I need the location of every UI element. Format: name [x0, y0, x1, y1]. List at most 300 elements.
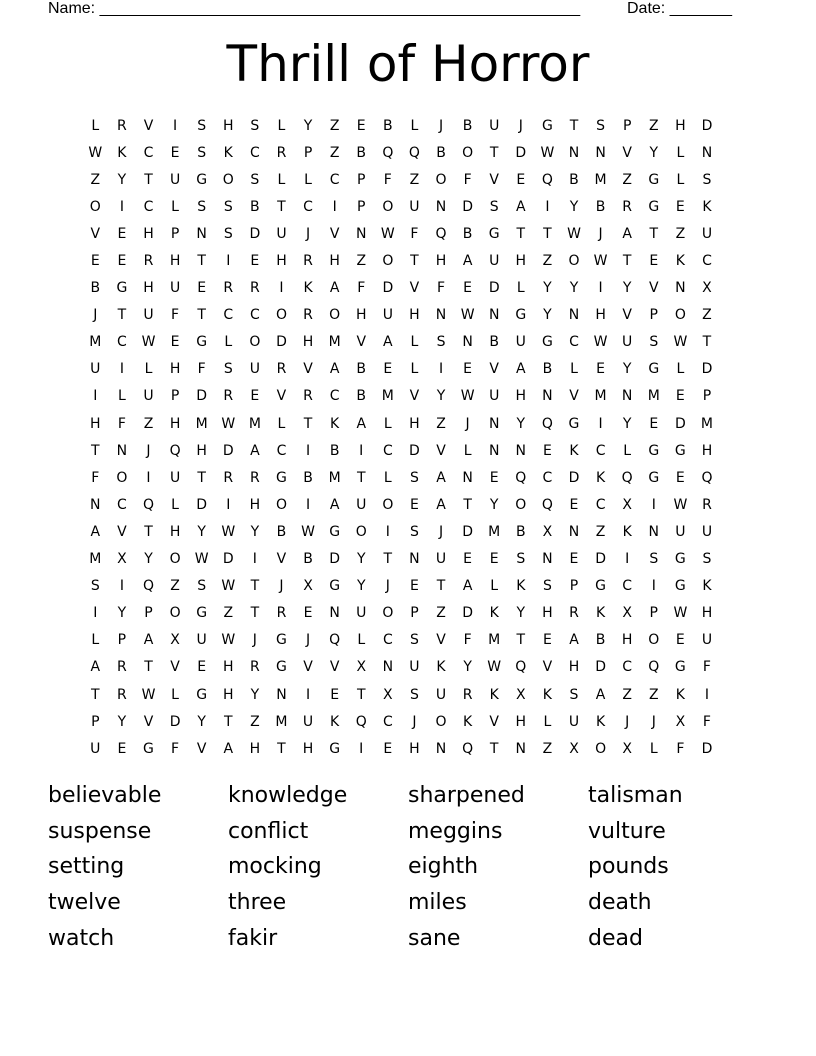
- grid-letter[interactable]: Z: [542, 740, 553, 757]
- grid-letter[interactable]: B: [303, 551, 313, 568]
- grid-letter[interactable]: D: [462, 605, 473, 622]
- grid-letter[interactable]: A: [143, 632, 154, 649]
- grid-letter[interactable]: G: [276, 632, 287, 649]
- grid-letter[interactable]: N: [90, 496, 101, 513]
- grid-letter[interactable]: I: [93, 388, 98, 405]
- grid-letter[interactable]: S: [702, 551, 712, 568]
- grid-letter[interactable]: V: [276, 388, 287, 405]
- grid-letter[interactable]: H: [515, 253, 527, 270]
- grid-letter[interactable]: F: [117, 415, 126, 432]
- grid-letter[interactable]: O: [382, 496, 394, 513]
- grid-letter[interactable]: U: [143, 388, 154, 405]
- grid-letter[interactable]: K: [702, 198, 712, 215]
- grid-letter[interactable]: H: [249, 740, 261, 757]
- grid-letter[interactable]: W: [540, 144, 555, 161]
- grid-letter[interactable]: T: [223, 713, 233, 730]
- grid-letter[interactable]: R: [249, 659, 260, 676]
- grid-letter[interactable]: G: [196, 171, 208, 188]
- grid-letter[interactable]: Y: [436, 388, 446, 405]
- grid-letter[interactable]: Q: [621, 469, 633, 486]
- grid-letter[interactable]: B: [595, 632, 606, 649]
- grid-letter[interactable]: O: [275, 307, 287, 324]
- grid-letter[interactable]: V: [170, 659, 180, 676]
- grid-letter[interactable]: S: [250, 171, 260, 188]
- grid-letter[interactable]: Z: [622, 171, 632, 188]
- grid-letter[interactable]: L: [516, 280, 525, 297]
- grid-letter[interactable]: J: [385, 578, 390, 595]
- grid-letter[interactable]: H: [435, 253, 447, 270]
- grid-letter[interactable]: C: [702, 253, 712, 270]
- grid-letter[interactable]: B: [276, 523, 287, 540]
- grid-letter[interactable]: V: [436, 442, 446, 459]
- grid-letter[interactable]: U: [169, 280, 181, 297]
- grid-letter[interactable]: H: [701, 442, 713, 459]
- grid-letter[interactable]: Y: [356, 551, 366, 568]
- grid-letter[interactable]: H: [169, 415, 181, 432]
- grid-letter[interactable]: Y: [622, 361, 632, 378]
- grid-letter[interactable]: C: [276, 442, 287, 459]
- grid-letter[interactable]: N: [621, 388, 633, 405]
- grid-letter[interactable]: U: [622, 334, 633, 351]
- grid-letter[interactable]: I: [226, 496, 231, 513]
- grid-letter[interactable]: Z: [595, 523, 606, 540]
- grid-letter[interactable]: Z: [170, 578, 180, 595]
- grid-letter[interactable]: G: [329, 740, 341, 757]
- grid-letter[interactable]: L: [91, 632, 100, 649]
- grid-letter[interactable]: E: [675, 469, 685, 486]
- grid-letter[interactable]: S: [702, 171, 712, 188]
- grid-letter[interactable]: Z: [356, 253, 367, 270]
- grid-letter[interactable]: V: [90, 225, 101, 242]
- grid-letter[interactable]: W: [221, 578, 236, 595]
- grid-letter[interactable]: Y: [622, 415, 632, 432]
- grid-letter[interactable]: D: [276, 334, 287, 351]
- grid-letter[interactable]: B: [383, 117, 393, 134]
- grid-letter[interactable]: L: [410, 361, 419, 378]
- grid-letter[interactable]: U: [701, 523, 713, 540]
- grid-letter[interactable]: Q: [435, 225, 447, 242]
- grid-letter[interactable]: T: [516, 225, 526, 242]
- grid-letter[interactable]: V: [436, 632, 446, 649]
- grid-letter[interactable]: O: [169, 551, 181, 568]
- grid-letter[interactable]: B: [462, 117, 473, 134]
- grid-letter[interactable]: C: [382, 442, 393, 459]
- grid-letter[interactable]: Y: [250, 686, 260, 703]
- grid-letter[interactable]: S: [409, 469, 419, 486]
- grid-letter[interactable]: N: [515, 442, 527, 459]
- grid-letter[interactable]: G: [648, 469, 660, 486]
- grid-letter[interactable]: U: [489, 388, 500, 405]
- grid-letter[interactable]: K: [569, 442, 579, 459]
- grid-letter[interactable]: H: [409, 740, 420, 757]
- grid-letter[interactable]: Z: [675, 225, 686, 242]
- grid-letter[interactable]: R: [223, 388, 234, 405]
- grid-letter[interactable]: Q: [648, 659, 660, 676]
- grid-letter[interactable]: M: [275, 713, 288, 730]
- grid-letter[interactable]: A: [223, 740, 234, 757]
- grid-letter[interactable]: P: [702, 388, 712, 405]
- grid-letter[interactable]: X: [516, 686, 526, 703]
- grid-letter[interactable]: I: [598, 415, 603, 432]
- grid-letter[interactable]: W: [88, 144, 103, 161]
- grid-letter[interactable]: P: [144, 605, 153, 622]
- grid-letter[interactable]: H: [701, 605, 713, 622]
- grid-letter[interactable]: V: [648, 280, 659, 297]
- grid-letter[interactable]: E: [250, 388, 260, 405]
- grid-letter[interactable]: T: [197, 253, 206, 270]
- grid-letter[interactable]: W: [221, 632, 236, 649]
- grid-letter[interactable]: F: [676, 740, 685, 757]
- grid-letter[interactable]: M: [594, 388, 607, 405]
- grid-letter[interactable]: I: [93, 605, 98, 622]
- grid-letter[interactable]: K: [463, 713, 473, 730]
- grid-letter[interactable]: T: [91, 442, 100, 459]
- grid-letter[interactable]: B: [595, 198, 606, 215]
- grid-letter[interactable]: Z: [223, 605, 234, 622]
- grid-letter[interactable]: G: [674, 551, 686, 568]
- grid-letter[interactable]: R: [276, 361, 287, 378]
- grid-letter[interactable]: G: [329, 523, 341, 540]
- grid-letter[interactable]: K: [622, 523, 632, 540]
- grid-letter[interactable]: I: [119, 361, 124, 378]
- grid-letter[interactable]: I: [173, 117, 178, 134]
- grid-letter[interactable]: E: [90, 253, 100, 270]
- grid-letter[interactable]: H: [276, 253, 287, 270]
- grid-letter[interactable]: L: [410, 117, 419, 134]
- grid-letter[interactable]: G: [595, 578, 606, 595]
- grid-letter[interactable]: H: [223, 117, 234, 134]
- grid-letter[interactable]: R: [462, 686, 473, 703]
- grid-letter[interactable]: I: [252, 551, 257, 568]
- grid-letter[interactable]: H: [355, 307, 367, 324]
- grid-letter[interactable]: G: [674, 578, 686, 595]
- grid-letter[interactable]: L: [171, 496, 179, 513]
- grid-letter[interactable]: G: [568, 415, 580, 432]
- grid-letter[interactable]: G: [648, 361, 660, 378]
- grid-letter[interactable]: Y: [463, 659, 472, 676]
- grid-letter[interactable]: W: [141, 686, 156, 703]
- grid-letter[interactable]: C: [117, 334, 127, 351]
- grid-letter[interactable]: B: [303, 469, 313, 486]
- grid-letter[interactable]: E: [569, 551, 579, 568]
- grid-letter[interactable]: L: [676, 144, 685, 161]
- grid-letter[interactable]: O: [435, 171, 447, 188]
- grid-letter[interactable]: K: [303, 280, 313, 297]
- grid-letter[interactable]: N: [488, 307, 500, 324]
- grid-letter[interactable]: X: [675, 713, 686, 730]
- grid-letter[interactable]: T: [197, 307, 206, 324]
- grid-letter[interactable]: X: [542, 523, 553, 540]
- grid-letter[interactable]: B: [462, 225, 473, 242]
- grid-letter[interactable]: Y: [303, 117, 313, 134]
- grid-letter[interactable]: G: [143, 740, 154, 757]
- grid-letter[interactable]: U: [169, 469, 181, 486]
- grid-letter[interactable]: K: [542, 686, 552, 703]
- grid-letter[interactable]: N: [435, 740, 447, 757]
- grid-letter[interactable]: V: [622, 144, 632, 161]
- grid-letter[interactable]: U: [568, 713, 580, 730]
- grid-letter[interactable]: O: [595, 740, 607, 757]
- grid-letter[interactable]: A: [329, 496, 340, 513]
- grid-letter[interactable]: L: [91, 117, 100, 134]
- grid-letter[interactable]: X: [117, 551, 127, 568]
- grid-letter[interactable]: F: [702, 713, 711, 730]
- grid-letter[interactable]: C: [329, 171, 340, 188]
- grid-letter[interactable]: W: [380, 225, 395, 242]
- grid-letter[interactable]: P: [649, 307, 658, 324]
- grid-letter[interactable]: E: [649, 253, 659, 270]
- grid-letter[interactable]: N: [329, 605, 340, 622]
- grid-letter[interactable]: D: [222, 551, 234, 568]
- grid-letter[interactable]: Y: [197, 713, 206, 730]
- grid-letter[interactable]: T: [410, 253, 419, 270]
- grid-letter[interactable]: Q: [515, 469, 527, 486]
- grid-letter[interactable]: S: [409, 523, 419, 540]
- grid-letter[interactable]: N: [568, 523, 580, 540]
- grid-letter[interactable]: W: [487, 659, 502, 676]
- grid-letter[interactable]: G: [329, 578, 341, 595]
- grid-letter[interactable]: Z: [648, 686, 659, 703]
- grid-letter[interactable]: Z: [622, 686, 632, 703]
- grid-letter[interactable]: A: [622, 225, 632, 242]
- grid-letter[interactable]: H: [223, 686, 234, 703]
- grid-letter[interactable]: K: [489, 686, 499, 703]
- grid-letter[interactable]: T: [144, 171, 153, 188]
- grid-letter[interactable]: D: [222, 442, 234, 459]
- grid-letter[interactable]: R: [276, 605, 287, 622]
- grid-letter[interactable]: Y: [649, 144, 659, 161]
- grid-letter[interactable]: H: [90, 415, 101, 432]
- date-field-line[interactable]: Date: _______: [627, 0, 732, 17]
- grid-letter[interactable]: P: [357, 171, 366, 188]
- grid-letter[interactable]: R: [223, 280, 234, 297]
- grid-letter[interactable]: W: [194, 551, 209, 568]
- grid-letter[interactable]: W: [673, 334, 688, 351]
- grid-letter[interactable]: I: [305, 686, 311, 703]
- grid-letter[interactable]: Q: [169, 442, 181, 459]
- grid-letter[interactable]: B: [489, 334, 499, 351]
- grid-letter[interactable]: N: [116, 442, 128, 459]
- grid-letter[interactable]: M: [488, 523, 501, 540]
- grid-letter[interactable]: C: [143, 198, 154, 215]
- grid-letter[interactable]: W: [673, 605, 688, 622]
- grid-letter[interactable]: Y: [197, 523, 206, 540]
- grid-letter[interactable]: D: [249, 225, 261, 242]
- grid-letter[interactable]: E: [383, 361, 393, 378]
- grid-letter[interactable]: K: [675, 686, 685, 703]
- grid-letter[interactable]: A: [329, 280, 340, 297]
- grid-letter[interactable]: M: [328, 334, 341, 351]
- grid-letter[interactable]: H: [409, 415, 420, 432]
- grid-letter[interactable]: M: [248, 415, 261, 432]
- grid-letter[interactable]: F: [436, 280, 446, 297]
- grid-letter[interactable]: E: [197, 280, 207, 297]
- grid-letter[interactable]: I: [119, 578, 124, 595]
- grid-letter[interactable]: E: [596, 361, 605, 378]
- grid-letter[interactable]: T: [463, 496, 472, 513]
- grid-letter[interactable]: Q: [462, 740, 474, 757]
- grid-letter[interactable]: B: [356, 361, 367, 378]
- grid-letter[interactable]: R: [303, 388, 313, 405]
- grid-letter[interactable]: O: [435, 713, 447, 730]
- grid-letter[interactable]: U: [435, 686, 447, 703]
- grid-letter[interactable]: H: [196, 442, 207, 459]
- grid-letter[interactable]: I: [359, 442, 364, 459]
- grid-letter[interactable]: G: [488, 225, 500, 242]
- grid-letter[interactable]: A: [516, 198, 526, 215]
- grid-letter[interactable]: K: [595, 469, 606, 486]
- grid-letter[interactable]: E: [675, 198, 685, 215]
- grid-letter[interactable]: O: [329, 307, 341, 324]
- grid-letter[interactable]: E: [463, 551, 473, 568]
- grid-letter[interactable]: O: [648, 632, 660, 649]
- grid-letter[interactable]: R: [117, 117, 127, 134]
- grid-letter[interactable]: K: [117, 144, 127, 161]
- grid-letter[interactable]: M: [89, 551, 102, 568]
- grid-letter[interactable]: H: [143, 225, 154, 242]
- grid-letter[interactable]: V: [329, 659, 340, 676]
- grid-letter[interactable]: O: [89, 198, 101, 215]
- grid-letter[interactable]: T: [489, 144, 499, 161]
- grid-letter[interactable]: C: [249, 144, 260, 161]
- grid-letter[interactable]: A: [462, 253, 473, 270]
- grid-letter[interactable]: B: [90, 280, 101, 297]
- grid-letter[interactable]: Q: [541, 171, 553, 188]
- grid-letter[interactable]: T: [489, 740, 499, 757]
- grid-letter[interactable]: O: [355, 523, 367, 540]
- grid-letter[interactable]: L: [570, 361, 578, 378]
- grid-letter[interactable]: J: [146, 442, 151, 459]
- grid-letter[interactable]: Q: [142, 578, 154, 595]
- grid-letter[interactable]: U: [675, 523, 686, 540]
- grid-letter[interactable]: U: [489, 117, 500, 134]
- grid-letter[interactable]: P: [170, 388, 180, 405]
- grid-letter[interactable]: W: [567, 225, 581, 242]
- grid-letter[interactable]: F: [171, 740, 180, 757]
- grid-letter[interactable]: U: [701, 632, 713, 649]
- grid-letter[interactable]: Z: [702, 307, 712, 324]
- grid-letter[interactable]: L: [676, 171, 685, 188]
- grid-letter[interactable]: V: [143, 713, 154, 730]
- grid-letter[interactable]: A: [569, 632, 579, 649]
- grid-letter[interactable]: Y: [144, 551, 153, 568]
- grid-letter[interactable]: G: [648, 442, 660, 459]
- grid-letter[interactable]: J: [305, 225, 311, 242]
- grid-letter[interactable]: U: [196, 632, 207, 649]
- grid-letter[interactable]: T: [543, 225, 552, 242]
- grid-letter[interactable]: P: [91, 713, 100, 730]
- grid-letter[interactable]: N: [675, 280, 686, 297]
- grid-letter[interactable]: L: [543, 713, 552, 730]
- grid-letter[interactable]: T: [516, 632, 526, 649]
- grid-letter[interactable]: B: [542, 361, 553, 378]
- grid-letter[interactable]: Q: [701, 469, 713, 486]
- grid-letter[interactable]: Y: [569, 198, 579, 215]
- grid-letter[interactable]: U: [701, 225, 713, 242]
- grid-letter[interactable]: R: [622, 198, 633, 215]
- grid-letter[interactable]: D: [409, 442, 420, 459]
- grid-letter[interactable]: I: [305, 442, 311, 459]
- grid-letter[interactable]: G: [674, 442, 686, 459]
- grid-letter[interactable]: Z: [329, 144, 340, 161]
- grid-letter[interactable]: T: [197, 469, 206, 486]
- grid-letter[interactable]: C: [303, 198, 313, 215]
- grid-letter[interactable]: D: [515, 144, 527, 161]
- grid-letter[interactable]: S: [516, 551, 526, 568]
- grid-letter[interactable]: J: [465, 415, 470, 432]
- grid-letter[interactable]: U: [409, 659, 420, 676]
- grid-letter[interactable]: S: [90, 578, 100, 595]
- grid-letter[interactable]: L: [277, 117, 286, 134]
- grid-letter[interactable]: N: [488, 442, 500, 459]
- grid-letter[interactable]: C: [117, 496, 127, 513]
- grid-letter[interactable]: U: [90, 740, 101, 757]
- grid-letter[interactable]: G: [541, 334, 553, 351]
- grid-letter[interactable]: W: [593, 334, 608, 351]
- grid-letter[interactable]: K: [595, 605, 606, 622]
- grid-letter[interactable]: T: [569, 117, 579, 134]
- grid-letter[interactable]: K: [595, 713, 606, 730]
- grid-letter[interactable]: G: [196, 686, 208, 703]
- grid-letter[interactable]: V: [303, 659, 313, 676]
- grid-letter[interactable]: J: [279, 578, 284, 595]
- grid-letter[interactable]: P: [569, 578, 579, 595]
- grid-letter[interactable]: V: [303, 361, 313, 378]
- grid-letter[interactable]: U: [90, 361, 101, 378]
- grid-letter[interactable]: O: [169, 605, 181, 622]
- grid-letter[interactable]: V: [489, 171, 499, 188]
- grid-letter[interactable]: I: [651, 496, 656, 513]
- grid-letter[interactable]: T: [356, 686, 366, 703]
- grid-letter[interactable]: F: [702, 659, 711, 676]
- grid-letter[interactable]: J: [651, 713, 656, 730]
- grid-letter[interactable]: U: [356, 496, 367, 513]
- grid-letter[interactable]: A: [516, 361, 526, 378]
- grid-letter[interactable]: U: [409, 198, 420, 215]
- grid-letter[interactable]: C: [382, 632, 393, 649]
- grid-letter[interactable]: S: [542, 578, 552, 595]
- grid-letter[interactable]: L: [144, 361, 153, 378]
- grid-letter[interactable]: R: [303, 307, 313, 324]
- grid-letter[interactable]: I: [226, 253, 231, 270]
- grid-letter[interactable]: F: [357, 280, 366, 297]
- grid-letter[interactable]: V: [143, 117, 154, 134]
- grid-letter[interactable]: T: [144, 523, 153, 540]
- grid-letter[interactable]: U: [515, 334, 526, 351]
- grid-letter[interactable]: B: [250, 198, 260, 215]
- grid-letter[interactable]: L: [490, 578, 499, 595]
- grid-letter[interactable]: Q: [515, 659, 527, 676]
- grid-letter[interactable]: U: [302, 713, 314, 730]
- grid-letter[interactable]: M: [381, 388, 394, 405]
- grid-letter[interactable]: E: [569, 496, 579, 513]
- grid-letter[interactable]: P: [117, 632, 127, 649]
- grid-letter[interactable]: Y: [543, 280, 552, 297]
- grid-letter[interactable]: Y: [117, 171, 127, 188]
- grid-letter[interactable]: X: [356, 659, 367, 676]
- grid-letter[interactable]: N: [542, 388, 553, 405]
- grid-letter[interactable]: W: [301, 523, 315, 540]
- grid-letter[interactable]: A: [436, 469, 446, 486]
- grid-letter[interactable]: A: [90, 659, 101, 676]
- grid-letter[interactable]: A: [595, 686, 606, 703]
- grid-letter[interactable]: C: [329, 388, 340, 405]
- grid-letter[interactable]: E: [675, 632, 685, 649]
- grid-letter[interactable]: S: [649, 334, 659, 351]
- grid-letter[interactable]: P: [170, 225, 180, 242]
- grid-letter[interactable]: E: [463, 280, 473, 297]
- grid-letter[interactable]: J: [598, 225, 603, 242]
